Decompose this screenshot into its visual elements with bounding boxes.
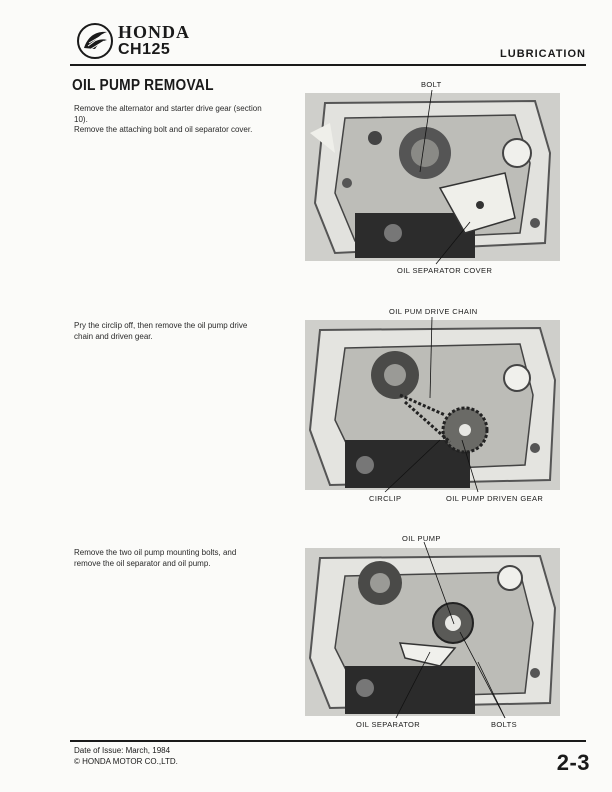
- label-oil-pump: OIL PUMP: [402, 534, 441, 543]
- copyright: © HONDA MOTOR CO.,LTD.: [74, 757, 178, 766]
- label-oil-pump-drive-chain: OIL PUM DRIVE CHAIN: [389, 307, 478, 316]
- step-2-text: [74, 321, 264, 342]
- photo-drive-chain: [305, 320, 560, 490]
- label-oil-separator: OIL SEPARATOR: [356, 720, 421, 729]
- label-bolt: BOLT: [421, 80, 442, 89]
- footer-info: [74, 745, 178, 767]
- issue-date: Date of Issue: March, 1984: [74, 746, 171, 755]
- model-name: CH125: [118, 41, 171, 58]
- section-title: LUBRICATION: [500, 48, 586, 60]
- step-1-paragraph-1: Remove the alternator and starter drive gear (section 10).: [74, 104, 262, 124]
- honda-wing-logo: [76, 22, 114, 60]
- step-3-text: [74, 548, 264, 569]
- step-2-paragraph-1: Pry the circlip off, then remove the oil pump drive chain and driven gear.: [74, 321, 248, 341]
- step-3-paragraph-1: Remove the two oil pump mounting bolts, and remove the oil separator and oil pump.: [74, 548, 237, 568]
- page-number: 2-3: [556, 750, 590, 775]
- label-bolts: BOLTS: [491, 720, 518, 729]
- step-1-paragraph-2: Remove the attaching bolt and oil separator cover.: [74, 125, 253, 134]
- header-rule: [70, 64, 586, 66]
- step-1-text: [74, 104, 264, 136]
- label-oil-pump-driven-gear: OIL PUMP DRIVEN GEAR: [446, 494, 544, 503]
- label-circlip: CIRCLIP: [369, 494, 402, 503]
- photo-oil-separator-cover: [305, 93, 560, 261]
- brand-name: HONDA: [118, 22, 190, 42]
- page-title: OIL PUMP REMOVAL: [72, 77, 214, 94]
- footer-rule: [70, 740, 586, 742]
- photo-oil-pump: [305, 548, 560, 716]
- label-oil-separator-cover: OIL SEPARATOR COVER: [397, 266, 493, 275]
